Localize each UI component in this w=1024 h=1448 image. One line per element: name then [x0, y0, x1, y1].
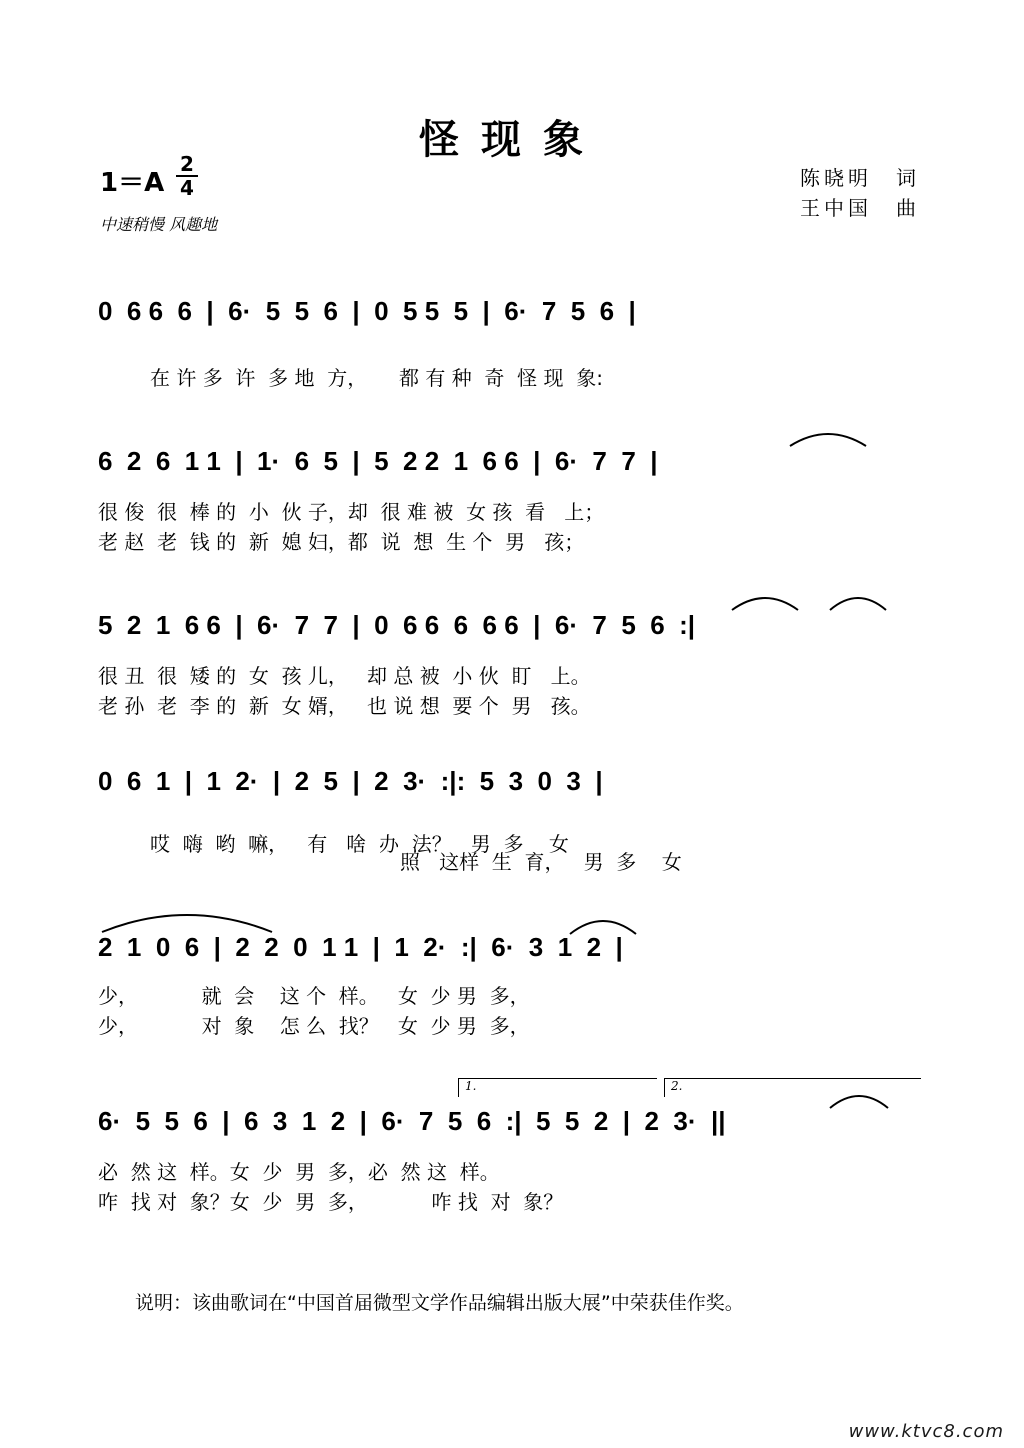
- tie-slur: [730, 592, 800, 612]
- stave-4-lyrics-verse-1: 哎 嗨 哟 嘛， 有 啥 办 法？ 男 多 女: [150, 832, 569, 856]
- stave-2-lyrics-verse-1: 很 俊 很 棒 的 小 伙 子，却 很 难 被 女 孩 看 上；: [98, 500, 605, 524]
- time-signature-bottom: 4: [180, 176, 194, 200]
- tie-slur: [100, 908, 275, 934]
- stave-6-lyrics-verse-2: 咋 找 对 象？女 少 男 多， 咋 找 对 象？: [98, 1190, 564, 1214]
- tie-slur: [788, 428, 868, 448]
- first-ending-bracket: 1.: [458, 1078, 657, 1097]
- stave-4-lyrics-verse-2: 照 这样 生 育， 男 多 女: [400, 850, 682, 874]
- time-signature-top: 2: [180, 152, 194, 176]
- stave-5-notes: 2 1 0 6 | 2 2 0 1 1 | 1 2· :| 6· 3 1 2 |: [98, 932, 623, 962]
- tie-slur: [568, 914, 638, 936]
- stave-5-lyrics-verse-1: 少， 就 会 这 个 样。 女 少 男 多，: [98, 984, 530, 1008]
- stave-1-lyrics: 在 许 多 许 多 地 方， 都 有 种 奇 怪 现 象:: [150, 366, 603, 390]
- stave-6-notes: 6· 5 5 6 | 6 3 1 2 | 6· 7 5 6 :| 5 5 2 | 2 3· ||: [98, 1106, 726, 1136]
- tie-slur: [828, 1090, 890, 1110]
- stave-5-lyrics-verse-2: 少， 对 象 怎 么 找？ 女 少 男 多，: [98, 1014, 530, 1038]
- stave-4-notes: 0 6 1 | 1 2· | 2 5 | 2 3· :|: 5 3 0 3 |: [98, 766, 603, 796]
- stave-1-notes: 0 6 6 6 | 6· 5 5 6 | 0 5 5 5 | 6· 7 5 6 |: [98, 296, 636, 326]
- second-ending-bracket: 2.: [664, 1078, 921, 1097]
- tempo-marking: 中速稍慢 风趣地: [100, 215, 218, 234]
- tie-slur: [828, 592, 888, 612]
- footnote: 说明：该曲歌词在“中国首届微型文学作品编辑出版大展”中荣获佳作奖。: [135, 1292, 744, 1314]
- stave-3-lyrics-verse-2: 老 孙 老 李 的 新 女 婿， 也 说 想 要 个 男 孩。: [98, 694, 591, 718]
- watermark: www.ktvc8.com: [848, 1421, 1004, 1442]
- time-signature: [176, 154, 198, 198]
- stave-2-notes: 6 2 6 1 1 | 1· 6 5 | 5 2 2 1 6 6 | 6· 7 7 |: [98, 446, 658, 476]
- stave-2-lyrics-verse-2: 老 赵 老 钱 的 新 媳 妇，都 说 想 生 个 男 孩；: [98, 530, 585, 554]
- lyricist-credit: 陈晓明 词: [800, 166, 920, 190]
- stave-3-lyrics-verse-1: 很 丑 很 矮 的 女 孩 儿， 却 总 被 小 伙 盯 上。: [98, 664, 591, 688]
- key-signature: 1＝A: [100, 168, 165, 198]
- stave-3-notes: 5 2 1 6 6 | 6· 7 7 | 0 6 6 6 6 6 | 6· 7 5 6 :|: [98, 610, 696, 640]
- composer-credit: 王中国 曲: [800, 196, 920, 220]
- song-title: 怪现象: [419, 117, 605, 163]
- stave-6-lyrics-verse-1: 必 然 这 样。女 少 男 多，必 然 这 样。: [98, 1160, 500, 1184]
